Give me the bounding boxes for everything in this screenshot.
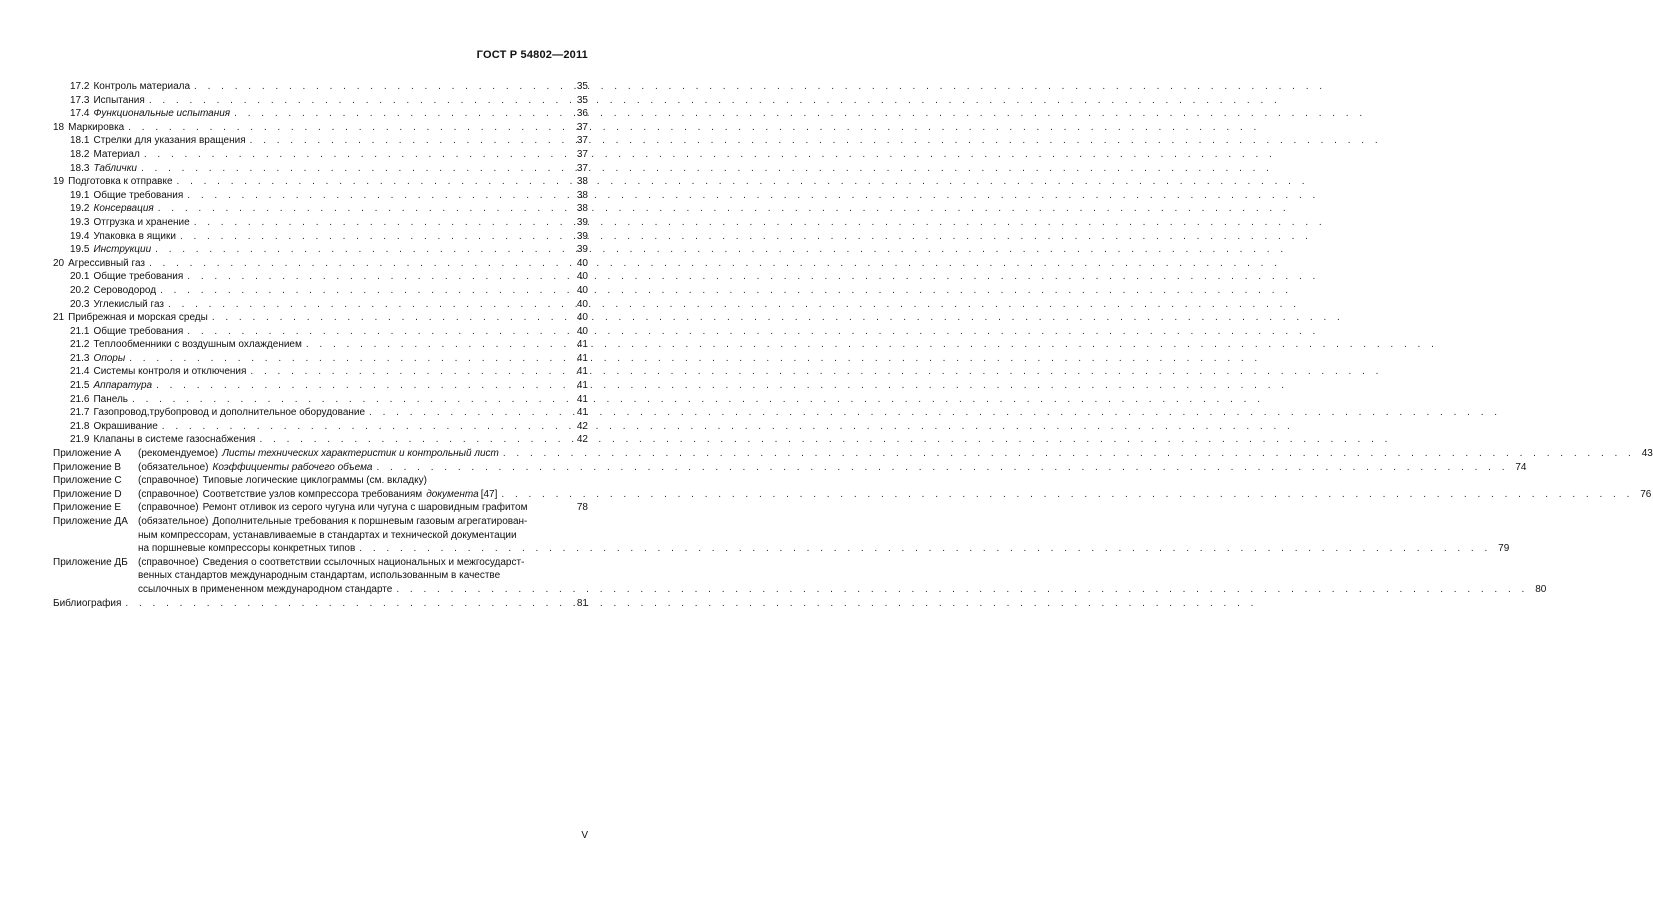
toc-entry-page: 39	[576, 216, 588, 228]
leader-dots	[503, 447, 1635, 461]
appendix-title-citation: [47]	[480, 488, 498, 500]
toc-entry-title: Опоры	[93, 352, 126, 364]
toc-entry[interactable]	[53, 270, 588, 284]
appendix-page: 76	[1640, 488, 1652, 500]
toc-entry[interactable]	[53, 379, 588, 393]
appendix-body	[138, 515, 1509, 556]
appendix-body	[138, 556, 1546, 597]
toc-entry[interactable]	[53, 189, 588, 203]
toc-entry-number: 17.4	[70, 108, 90, 120]
toc-sections	[53, 80, 588, 447]
toc-entry-title: Материал	[93, 148, 140, 160]
leader-dots	[501, 488, 1633, 502]
appendix-entry[interactable]	[53, 556, 1547, 597]
toc-entry[interactable]	[53, 352, 588, 366]
appendix-entry[interactable]	[53, 474, 588, 488]
toc-entry-number: 21.2	[70, 339, 90, 351]
toc-entry-title: Системы контроля и отключения	[93, 366, 247, 378]
leader-dots	[187, 270, 570, 284]
toc-entry-page: 42	[576, 420, 588, 432]
leader-dots	[177, 175, 570, 189]
toc-entry[interactable]	[53, 311, 588, 325]
toc-entry-title: Испытания	[93, 94, 145, 106]
leader-dots	[128, 121, 570, 135]
toc-entry-number: 19.3	[70, 216, 90, 228]
leader-dots	[149, 257, 570, 271]
leader-dots	[259, 433, 570, 447]
leader-dots	[125, 597, 570, 611]
leader-dots	[194, 80, 570, 94]
appendix-page: 43	[1641, 448, 1653, 460]
appendix-body	[138, 461, 1526, 475]
toc-entry-page: 38	[576, 189, 588, 201]
appendix-title: на поршневые компрессоры конкретных типов	[138, 543, 356, 555]
toc-entry[interactable]	[53, 202, 588, 216]
toc-entry-title: Функциональные испытания	[93, 108, 231, 120]
toc-entry-title: Теплообменники с воздушным охлаждением	[93, 339, 302, 351]
toc-entry[interactable]	[53, 420, 588, 434]
toc-entry[interactable]	[53, 284, 588, 298]
leader-dots	[158, 202, 570, 216]
toc-entry-number: 18.3	[70, 162, 90, 174]
appendix-label: Приложение ДБ	[53, 556, 128, 568]
leader-dots	[156, 379, 570, 393]
toc-entry-number: 21	[53, 312, 65, 324]
toc-entry[interactable]	[53, 338, 588, 352]
leader-dots	[377, 461, 1509, 475]
toc-entry[interactable]	[53, 175, 588, 189]
toc-entry-number: 17.3	[70, 94, 90, 106]
toc-entry[interactable]	[53, 107, 588, 121]
toc-entry[interactable]	[53, 216, 588, 230]
toc-entry-page: 37	[576, 121, 588, 133]
toc-entry-title: Отгрузка и хранение	[93, 216, 190, 228]
leader-dots	[141, 162, 570, 176]
leader-dots	[212, 311, 570, 325]
toc-entry[interactable]	[53, 94, 588, 108]
appendix-label: Приложение ДА	[53, 516, 128, 527]
toc-entry-page: 40	[576, 325, 588, 337]
leader-dots	[396, 583, 1528, 597]
appendix-title: Типовые логические циклограммы (см. вкладку)	[202, 475, 427, 487]
toc-entry-title: Подготовка к отправке	[68, 176, 173, 188]
toc-entry-number: 19.1	[70, 189, 90, 201]
toc-entry-number: 19	[53, 176, 65, 188]
toc-entry-title: Таблички	[93, 162, 137, 174]
toc-entry[interactable]	[53, 80, 588, 94]
appendix-title: Дополнительные требования к поршневым газовым агрегатирован-	[212, 516, 528, 527]
appendix-line	[138, 474, 588, 488]
toc-entry[interactable]	[53, 230, 588, 244]
toc-entry-page: 42	[576, 434, 588, 446]
toc-entry-title: Стрелки для указания вращения	[93, 135, 246, 147]
leader-dots	[187, 189, 570, 203]
appendix-line	[138, 542, 1509, 556]
toc-entry-page: 40	[576, 298, 588, 310]
appendix-body	[138, 501, 588, 515]
toc-entry-title: Общие требования	[93, 271, 184, 283]
leader-dots	[250, 134, 570, 148]
appendix-line	[138, 501, 588, 515]
toc-entry-number: 18.1	[70, 135, 90, 147]
toc-entry-page: 38	[576, 176, 588, 188]
toc-entry-title: Консервация	[93, 203, 154, 215]
toc-entry[interactable]	[53, 257, 588, 271]
toc-entry-page: 41	[576, 366, 588, 378]
appendix-type: (справочное)	[138, 502, 199, 514]
toc-entry-page: 40	[576, 257, 588, 269]
toc-entry-page: 35	[576, 94, 588, 106]
toc-entry-page: 40	[576, 312, 588, 324]
toc-entry-page: 41	[576, 339, 588, 351]
leader-dots	[234, 107, 570, 121]
appendix-type: (справочное)	[138, 556, 199, 568]
toc-entry-title: Аппаратура	[93, 380, 153, 392]
toc-entry-number: 21.1	[70, 325, 90, 337]
toc-entry-number: 21.3	[70, 352, 90, 364]
bibliography-page: 81	[576, 597, 588, 609]
toc-entry-number: 21.5	[70, 380, 90, 392]
toc-entry-page: 37	[576, 162, 588, 174]
toc-entry[interactable]	[53, 121, 588, 135]
appendix-type: (справочное)	[138, 488, 199, 500]
toc-entry-number: 21.9	[70, 434, 90, 446]
toc-entry-number: 17.2	[70, 81, 90, 92]
toc-entry[interactable]	[53, 134, 588, 148]
leader-dots	[132, 393, 570, 407]
toc-entry-number: 20.3	[70, 298, 90, 310]
leader-dots	[155, 243, 570, 257]
toc-entry-title: Маркировка	[68, 121, 125, 133]
table-of-contents	[53, 80, 1653, 610]
appendix-page: 80	[1535, 583, 1547, 595]
appendix-label: Приложение А	[53, 448, 122, 460]
toc-entry-number: 19.2	[70, 203, 90, 215]
appendix-line	[138, 447, 1653, 461]
appendix-body	[138, 474, 588, 488]
leader-dots	[144, 148, 570, 162]
toc-entry-page: 41	[576, 407, 588, 419]
toc-entry-number: 21.6	[70, 393, 90, 405]
appendix-page: 79	[1498, 543, 1510, 555]
toc-entry-page: 40	[576, 271, 588, 283]
toc-entry-title: Общие требования	[93, 325, 184, 337]
appendix-label: Приложение В	[53, 461, 122, 473]
leader-dots	[168, 298, 570, 312]
appendix-type: (обязательное)	[138, 461, 209, 473]
appendix-entry[interactable]	[53, 488, 1652, 502]
appendix-body	[138, 447, 1653, 461]
toc-entry-page: 41	[576, 352, 588, 364]
toc-entry-page: 39	[576, 244, 588, 256]
toc-entry-title: Клапаны в системе газоснабжения	[93, 434, 256, 446]
toc-entry[interactable]	[53, 325, 588, 339]
toc-entry-number: 18.2	[70, 148, 90, 160]
page-number: V	[581, 830, 588, 841]
toc-entry-number: 21.7	[70, 407, 90, 419]
toc-entry-number: 20.2	[70, 284, 90, 296]
appendix-page: 78	[576, 502, 588, 514]
toc-entry-number: 21.8	[70, 420, 90, 432]
toc-entry-title: Газопровод,трубопровод и дополнительное оборудование	[93, 407, 366, 419]
leader-dots	[250, 365, 570, 379]
toc-entry[interactable]	[53, 393, 588, 407]
toc-entry-title: Панель	[93, 393, 129, 405]
appendix-line	[138, 556, 1546, 570]
appendix-type: (справочное)	[138, 475, 199, 487]
toc-entry-title: Общие требования	[93, 189, 184, 201]
appendix-entry[interactable]	[53, 501, 588, 515]
toc-entry-number: 20	[53, 257, 65, 269]
appendix-title: ссылочных в примененном международном стандарте	[138, 583, 393, 595]
toc-entry[interactable]	[53, 433, 588, 447]
toc-entry[interactable]	[53, 162, 588, 176]
appendix-title: Соответствие узлов компрессора требованиям	[202, 488, 423, 500]
toc-entry-number: 19.5	[70, 244, 90, 256]
appendix-line	[138, 515, 1509, 529]
appendix-body	[138, 488, 1651, 502]
toc-entry[interactable]	[53, 148, 588, 162]
leader-dots	[359, 542, 1491, 556]
leader-dots	[369, 406, 570, 420]
toc-entry-page: 40	[576, 284, 588, 296]
toc-entry-title: Окрашивание	[93, 420, 158, 432]
appendix-title-ref: документа	[426, 488, 479, 500]
toc-entry[interactable]	[53, 365, 588, 379]
toc-entry-title: Прибрежная и морская среды	[68, 312, 208, 324]
appendix-entry[interactable]	[53, 515, 1510, 556]
appendix-title: Ремонт отливок из серого чугуна или чугуна с шаровидным графитом	[202, 502, 528, 514]
toc-entry-number: 19.4	[70, 230, 90, 242]
appendix-title: венных стандартов международным стандартам, использованным в качестве	[138, 570, 501, 582]
toc-entry-number: 20.1	[70, 271, 90, 283]
toc-entry[interactable]	[53, 243, 588, 257]
leader-dots	[306, 338, 570, 352]
leader-dots	[149, 94, 570, 108]
appendix-label: Приложение С	[53, 475, 122, 487]
appendix-line	[138, 529, 1509, 543]
appendix-label: Приложение E	[53, 502, 122, 514]
toc-entry-title: Сероводород	[93, 284, 157, 296]
appendix-page: 74	[1515, 461, 1527, 473]
toc-entry[interactable]	[53, 406, 588, 420]
toc-entry-page: 36	[576, 108, 588, 120]
leader-dots	[180, 230, 570, 244]
leader-dots	[160, 284, 570, 298]
appendix-line	[138, 569, 1546, 583]
toc-entry-title: Углекислый газ	[93, 298, 165, 310]
leader-dots	[129, 352, 570, 366]
leader-dots	[187, 325, 570, 339]
toc-entry-title: Упаковка в ящики	[93, 230, 176, 242]
appendix-line	[138, 488, 1651, 502]
toc-entry-page: 39	[576, 230, 588, 242]
document-id: ГОСТ Р 54802—2011	[476, 49, 588, 61]
toc-entry-title: Агрессивный газ	[68, 257, 145, 269]
leader-dots	[162, 420, 570, 434]
toc-entry-page: 37	[576, 148, 588, 160]
toc-entry-page: 41	[576, 380, 588, 392]
toc-entry-page: 37	[576, 135, 588, 147]
appendix-line	[138, 461, 1526, 475]
appendix-type: (обязательное)	[138, 516, 209, 527]
toc-bibliography[interactable]	[53, 597, 588, 611]
appendix-title: Коэффициенты рабочего объема	[212, 461, 373, 473]
appendix-entry[interactable]	[53, 447, 1653, 461]
appendix-title: Сведения о соответствии ссылочных национальных и межгосударст-	[202, 556, 525, 568]
leader-dots	[194, 216, 570, 230]
appendix-entry[interactable]	[53, 461, 1527, 475]
appendix-title: ным компрессорам, устанавливаемые в стандартах и технической документации	[138, 529, 517, 541]
appendix-title: Листы технических характеристик и контрольный лист	[222, 448, 499, 460]
appendix-label: Приложение D	[53, 488, 122, 500]
toc-entry-number: 18	[53, 121, 65, 133]
toc-entry-title: Контроль материала	[93, 81, 191, 92]
appendix-type: (рекомендуемое)	[138, 448, 219, 460]
toc-entry-page: 41	[576, 393, 588, 405]
toc-entry-page: 35	[576, 81, 588, 92]
toc-appendices	[53, 447, 1653, 597]
toc-entry-number: 21.4	[70, 366, 90, 378]
toc-entry-title: Инструкции	[93, 244, 152, 256]
toc-entry-page: 38	[576, 203, 588, 215]
appendix-line	[138, 583, 1546, 597]
toc-entry[interactable]	[53, 298, 588, 312]
bibliography-title: Библиография	[53, 597, 122, 609]
